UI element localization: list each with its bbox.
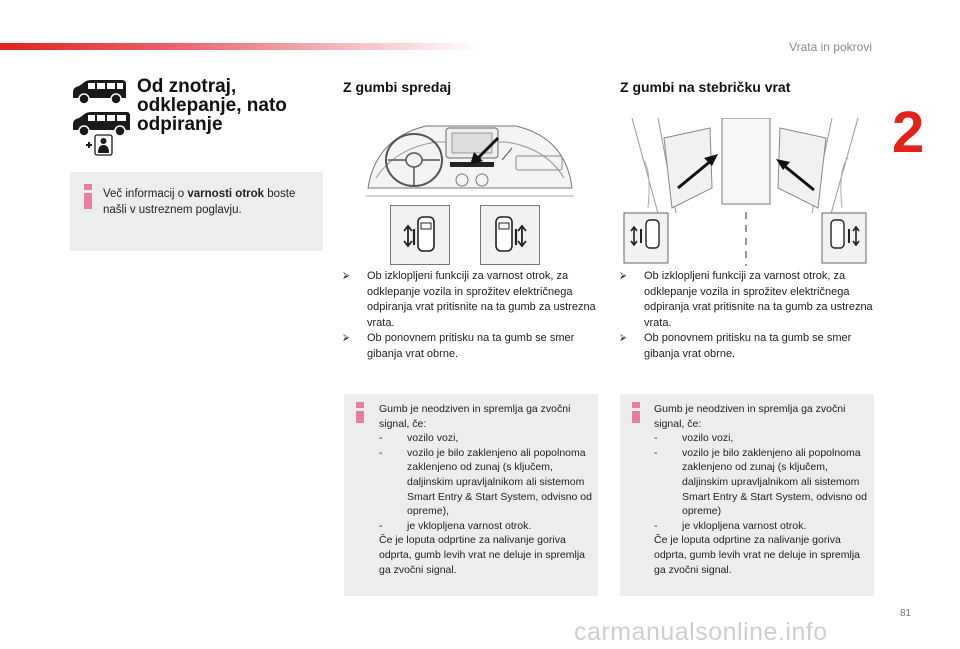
front-buttons-title: Z gumbi spredaj <box>343 79 452 95</box>
pillar-buttons-title: Z gumbi na stebričku vrat <box>620 79 791 95</box>
section-header: Vrata in pokrovi <box>789 40 872 54</box>
bullet-marker: ⮚ <box>620 333 627 344</box>
note-condition: - vozilo vozi, <box>654 432 734 445</box>
intro-title-line: Od znotraj, <box>137 76 237 97</box>
list-item: ⮚ Ob ponovnem pritisku na ta gumb se smer gibanja vrat obrne. <box>620 332 852 360</box>
pillar-note <box>654 402 870 577</box>
header-accent-bar <box>0 43 480 50</box>
bullet-marker: ⮚ <box>343 271 350 281</box>
list-item: ⮚ Ob izklopljeni funkciji za varnost otrok, za odklepanje vozila in sprožitev električnega odpiranja vrat pritisnite na ta gumb za ustrezna vrata. <box>620 270 873 329</box>
page-number: 81 <box>900 608 912 619</box>
note-intro: Gumb je neodziven in spremlja ga zvočni signal, če: <box>379 403 571 430</box>
pillar-bullets <box>620 269 875 363</box>
note-outro: Če je loputa odprtine za nalivanje goriva odprta, gumb levih vrat ne deluje in spremlja ga zvočni signal. <box>379 534 586 576</box>
watermark: carmanualsonline.info <box>574 618 828 646</box>
front-note <box>379 402 594 577</box>
info-icon <box>84 184 92 209</box>
door-pillar-illustration <box>622 118 868 266</box>
note-condition: - vozilo je bilo zaklenjeno ali popolnoma zaklenjeno od zunaj (s ključem, daljinskim upravljalnikom ali sistemom Smart Entry & Start System, odvisno od opreme), <box>379 446 592 518</box>
intro-title <box>137 77 327 134</box>
dashboard-illustration <box>366 118 574 202</box>
info-icon <box>356 402 364 423</box>
list-item: ⮚ Ob ponovnem pritisku na ta gumb se smer gibanja vrat obrne. <box>343 332 575 360</box>
chapter-number: 2 <box>892 100 925 165</box>
info-bold-term: varnosti otrok <box>187 188 265 200</box>
child-seat-icon <box>84 134 114 156</box>
bullet-marker: ⮚ <box>620 271 627 281</box>
bullet-marker: ⮚ <box>343 333 350 344</box>
note-condition: - vozilo je bilo zaklenjeno ali popolnoma zaklenjeno od zunaj (s ključem, daljinskim upravljalnikom ali sistemom Smart Entry & Start System, odvisno od opreme) <box>654 446 867 518</box>
note-outro: Če je loputa odprtine za nalivanje goriva odprta, gumb levih vrat ne deluje in spremlja ga zvočni signal. <box>654 534 861 576</box>
list-item: ⮚ Ob izklopljeni funkciji za varnost otrok, za odklepanje vozila in sprožitev električnega odpiranja vrat pritisnite na ta gumb za ustrezna vrata. <box>343 270 596 329</box>
note-condition: - je vklopljena varnost otrok. <box>654 519 807 532</box>
info-icon <box>632 402 640 423</box>
intro-title-line: odklepanje, nato <box>137 95 287 116</box>
left-door-button <box>390 205 450 265</box>
intro-title-line: odpiranje <box>137 114 223 135</box>
note-intro: Gumb je neodziven in spremlja ga zvočni signal, če: <box>654 403 846 430</box>
van-icon <box>70 78 128 106</box>
note-condition: - je vklopljena varnost otrok. <box>379 519 532 532</box>
front-bullets <box>343 269 598 363</box>
note-condition: - vozilo vozi, <box>379 432 459 445</box>
right-door-button <box>480 205 540 265</box>
info-text: Več informacij o varnosti otrok boste našli v ustreznem poglavju. <box>103 188 296 216</box>
